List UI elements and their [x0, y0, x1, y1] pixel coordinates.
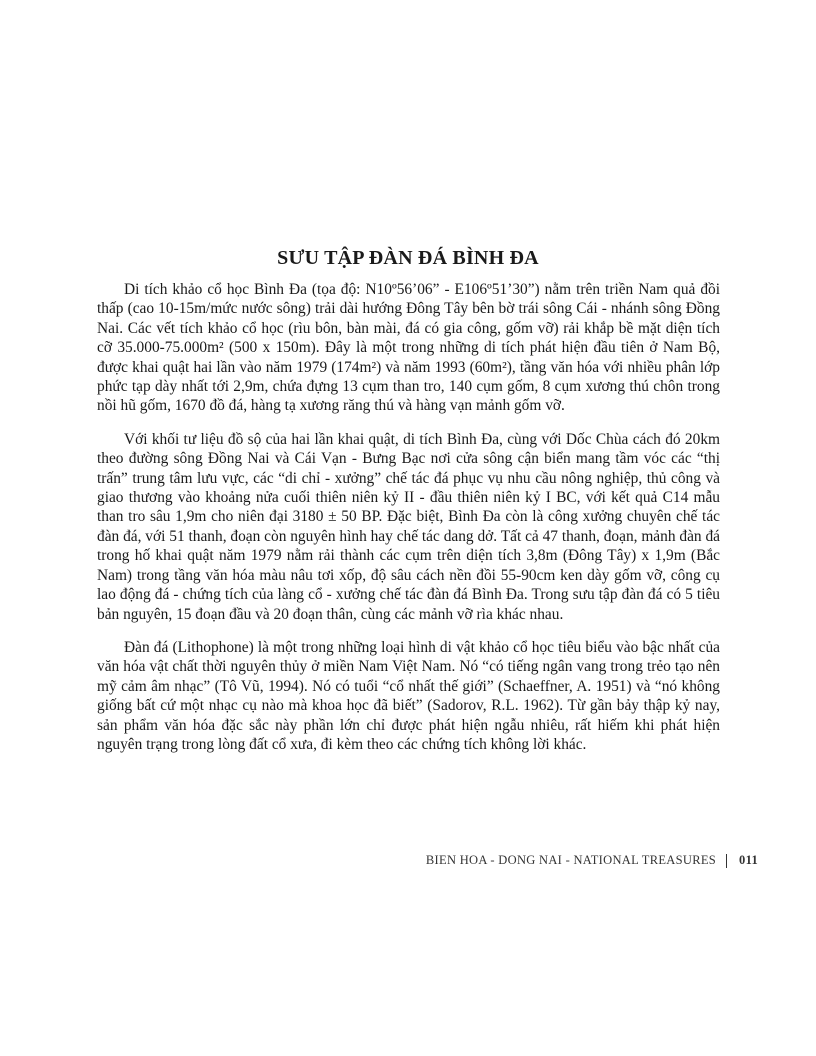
paragraph-1: Di tích khảo cổ học Bình Đa (tọa độ: N10º56’06” - E106º51’30”) nằm trên triền Nam quả đồi thấp (cao 10-15m/mức nước sông) trải dài hướng Đông Tây bên bờ trái sông Cái - nhánh sông Đồng Nai. Các vết tích khảo cổ học (rìu bôn, bàn mài, đá có gia công, gốm vỡ) rải khắp bề mặt diện tích cỡ 35.000-75.000m² (500 x 150m). Đây là một trong những di tích phát hiện đầu tiên ở Nam Bộ, được khai quật hai lần vào năm 1979 (174m²) và năm 1993 (60m²), tầng văn hóa với nhiều phân lớp phức tạp dày nhất tới 2,9m, chứa đựng 13 cụm than tro, 140 cụm gốm, 8 cụm xương thú chôn trong nồi hũ gốm, 1670 đồ đá, hàng tạ xương răng thú và hàng vạn mảnh gốm vỡ.: [97, 281, 720, 415]
page-title: SƯU TẬP ĐÀN ĐÁ BÌNH ĐA: [277, 247, 539, 269]
article-body: [97, 280, 720, 768]
page-footer: [426, 853, 758, 868]
footer-divider: [726, 854, 727, 868]
paragraph-2: Với khối tư liệu đồ sộ của hai lần khai quật, di tích Bình Đa, cùng với Dốc Chùa cách đó 20km theo đường sông Đồng Nai và Cái Vạn - Bưng Bạc nơi cửa sông cận biển mang tầm vóc các “thị trấn” trung tâm lưu vực, các “di chỉ - xưởng” chế tác đá phục vụ nhu cầu nông nghiệp, thủ công và giao thương vào khoảng nửa cuối thiên niên kỷ II - đầu thiên niên kỷ I BC, với kết quả C14 mẫu than tro sâu 1,9m cho niên đại 3180 ± 50 BP. Đặc biệt, Bình Đa còn là công xưởng chuyên chế tác đàn đá, với 51 thanh, đoạn còn nguyên hình hay chế tác dang dở. Tất cả 47 thanh, đoạn, mảnh đàn đá trong hố khai quật năm 1979 nằm rải thành các cụm trên diện tích 3,8m (Đông Tây) x 1,9m (Bắc Nam) trong tầng văn hóa màu nâu tơi xốp, độ sâu cách nền đồi 55-90cm ken dày gốm vỡ, công cụ lao động đá - chứng tích của làng cổ - xưởng chế tác đàn đá Bình Đa. Trong sưu tập đàn đá có 5 tiêu bản nguyên, 15 đoạn đầu và 20 đoạn thân, cùng các mảnh vỡ rìa khác nhau.: [97, 430, 720, 623]
page-number: 011: [739, 853, 758, 867]
paragraph-3: Đàn đá (Lithophone) là một trong những loại hình di vật khảo cổ học tiêu biểu vào bậc nhất của văn hóa vật chất thời nguyên thủy ở miền Nam Việt Nam. Nó “có tiếng ngân vang trong trẻo tạo nên mỹ cảm âm nhạc” (Tô Vũ, 1994). Nó có tuổi “cổ nhất thế giới” (Schaeffner, A. 1951) và “nó không giống bất cứ một nhạc cụ nào mà khoa học đã biết” (Sadorov, R.L. 1962). Từ gần bảy thập kỷ nay, sản phẩm văn hóa đặc sắc này phần lớn chỉ được phát hiện ngẫu nhiêu, rất hiếm khi phát hiện nguyên trạng trong lòng đất cổ xưa, đi kèm theo các chứng tích không lời khác.: [97, 638, 720, 753]
publication-name: BIEN HOA - DONG NAI - NATIONAL TREASURES: [425, 853, 717, 867]
